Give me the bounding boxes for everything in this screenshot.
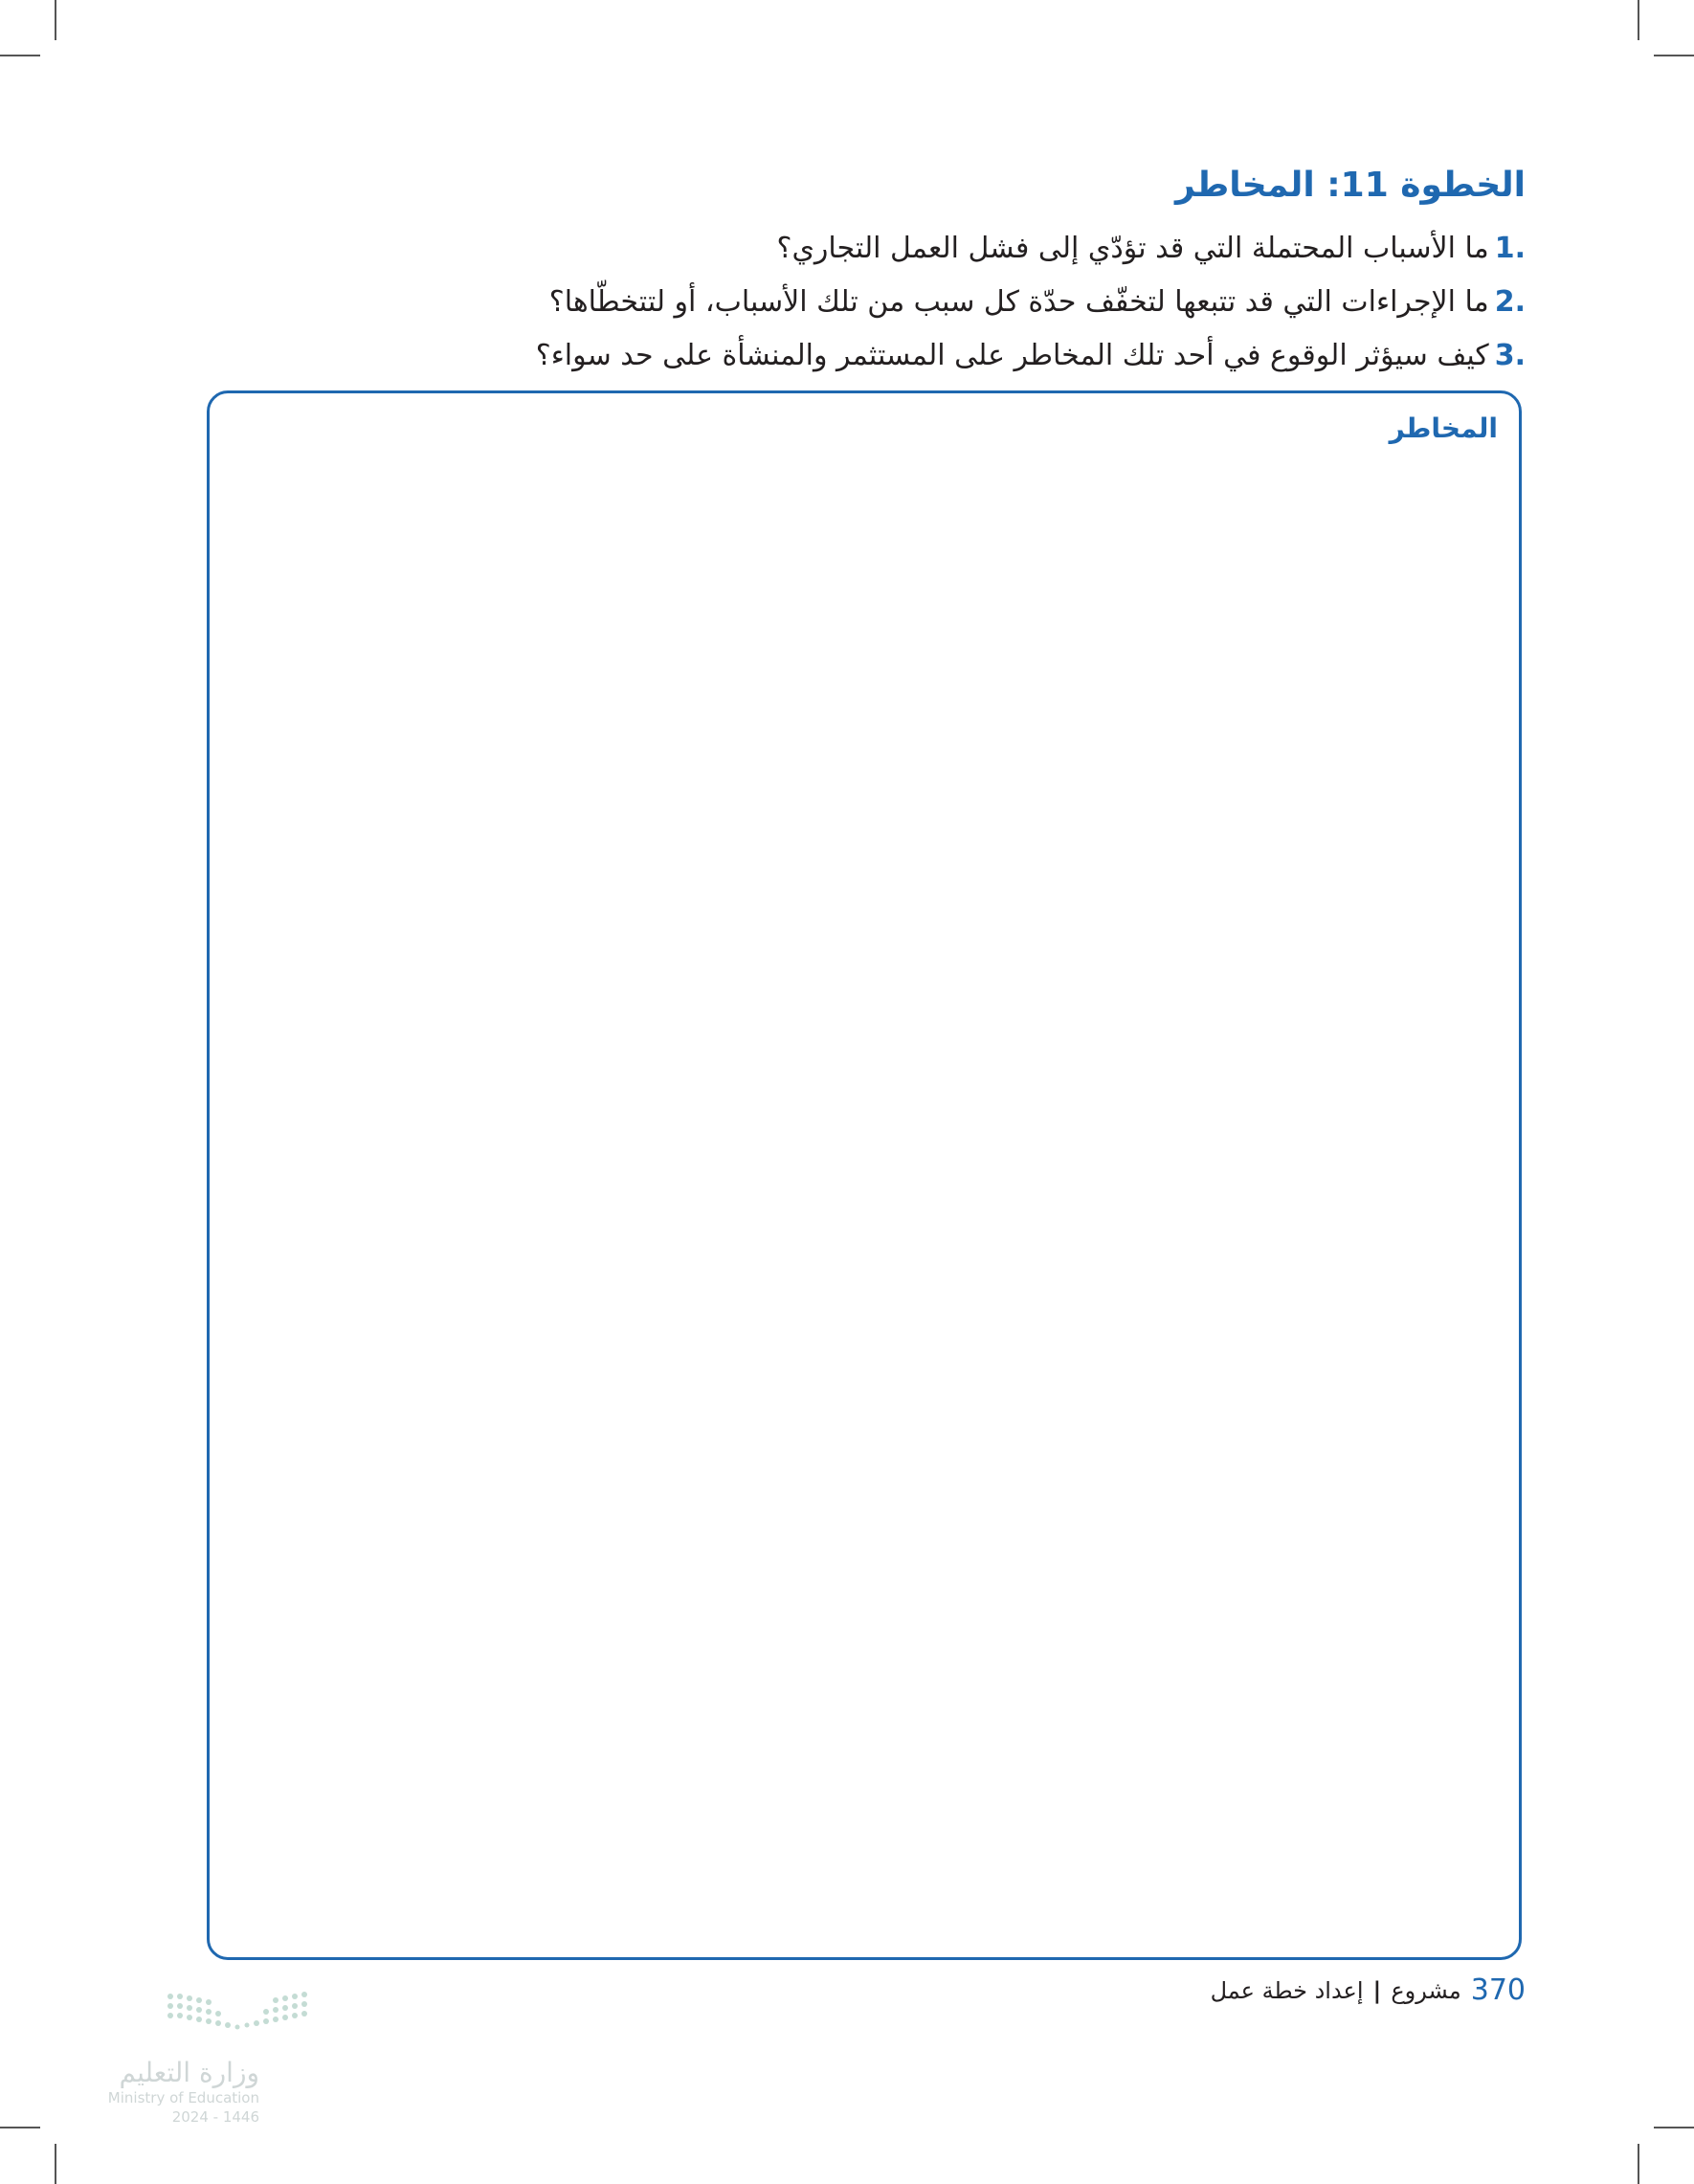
question-item [167, 224, 1526, 274]
crop-mark [55, 2144, 56, 2184]
question-number: .1 [1494, 232, 1526, 265]
question-text: كيف سيؤثر الوقوع في أحد تلك المخاطر على المستثمر والمنشأة على حد سواء؟ [535, 339, 1489, 372]
crop-mark [0, 55, 40, 56]
page-number: 370 [1470, 1973, 1526, 2007]
risks-box-label: المخاطر [1389, 412, 1498, 444]
logo-english-name: Ministry of Education [107, 2089, 259, 2106]
logo-year: 2024 - 1446 [171, 2108, 259, 2126]
question-text: ما الأسباب المحتملة التي قد تؤدّي إلى فشل العمل التجاري؟ [776, 232, 1489, 265]
question-list [167, 224, 1526, 381]
footer-separator: | [1372, 1976, 1382, 2004]
question-number: .3 [1494, 339, 1526, 372]
step-title: الخطوة 11: المخاطر [1174, 166, 1526, 205]
question-text: ما الإجراءات التي قد تتبعها لتخفّف حدّة كل سبب من تلك الأسباب، أو لتتخطّاها؟ [548, 285, 1489, 319]
footer-section: مشروع [1391, 1976, 1461, 2004]
risks-answer-box[interactable] [207, 390, 1522, 1960]
ministry-logo [92, 1989, 322, 2126]
crop-mark [1654, 2127, 1694, 2128]
question-number: .2 [1494, 285, 1526, 319]
crop-mark [55, 0, 56, 40]
logo-arabic-name: وزارة التعليم [119, 2057, 259, 2088]
footer-chapter: إعداد خطة عمل [1210, 1976, 1364, 2004]
crop-mark [1638, 0, 1639, 40]
crop-mark [1638, 2144, 1639, 2184]
question-item [167, 331, 1526, 381]
crop-mark [1654, 55, 1694, 56]
ministry-logo-text [92, 2058, 259, 2127]
page-footer [1211, 1973, 1526, 2007]
step-section [167, 161, 1526, 385]
crop-mark [0, 2127, 40, 2128]
ministry-dots-icon [159, 1989, 389, 2046]
question-item [167, 278, 1526, 327]
